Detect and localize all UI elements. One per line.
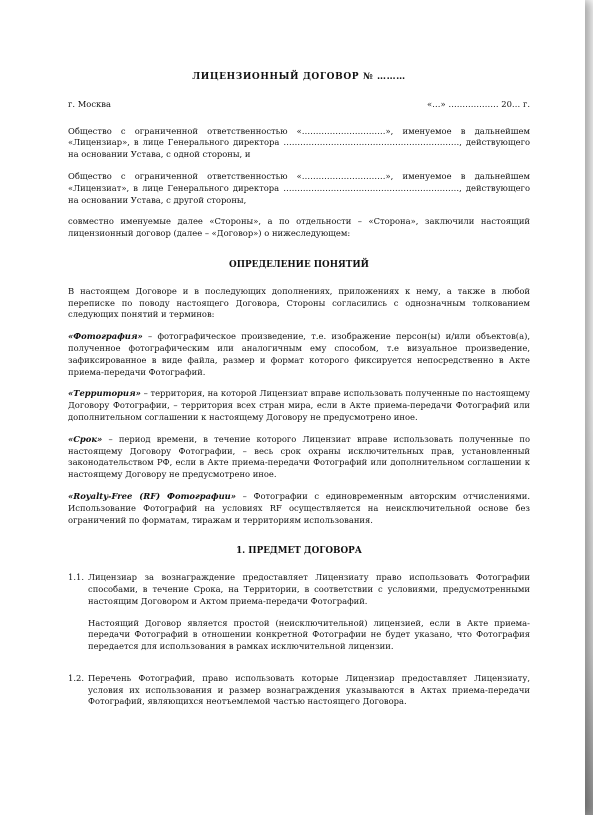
clause-number: 1.1. — [68, 572, 84, 583]
term-name: «Территория» — [68, 388, 141, 399]
document-body — [68, 72, 530, 728]
place: г. Москва — [68, 98, 111, 109]
clause-body — [88, 572, 530, 663]
term-name: «Срок» — [68, 433, 103, 444]
term-name: «Фотография» — [68, 331, 143, 342]
section-1-heading: 1. ПРЕДМЕТ ДОГОВОРА — [236, 546, 362, 557]
clause-paragraph: Лицензиар за вознаграждение предоставляет Лицензиату право использовать Фотографии способами, в течение Срока, на Территории, в соответствии с условиями, предусмотренными настоящим Договором и Актом приема-передачи Фотографий. — [88, 572, 530, 606]
term-photo — [68, 331, 530, 378]
term-text: – Фотографии с единовременным авторским отчислениями. Использование Фотографий на условиях RF осуществляется на неисключительной основе без ограничений по форматам, тиражам и территориям использования. — [68, 490, 530, 525]
clause-paragraph: Перечень Фотографий, право использовать которые Лицензиар предоставляет Лицензиату, условия их использования и размер вознаграждения указываются в Актах приема-передачи Фотографий, являющихся неотъемлемой частью настоящего Договора. — [88, 672, 530, 707]
party-licensor: Общество с ограниченной ответственностью «…………………………», именуемое в дальнейшем «Лицензиар», в лице Генерального директора ………………………………………………………, действующего на основании Устава, с одной стороны, и — [68, 125, 530, 160]
term-text: – территория, на которой Лицензиат вправе использовать полученные по настоящему Договору Фотографии, – территория всех стран мира, если в Акте приема-передачи Фотографий или дополнительном соглашении к настоящему Договору не предусмотрено иное. — [68, 388, 530, 422]
clause-1-1 — [68, 572, 530, 663]
parties-joint: совместно именуемые далее «Стороны», а по отдельности – «Сторона», заключили настоящий лицензионный договор (далее – «Договор») о нижеследующем: — [68, 216, 530, 239]
party-licensee: Общество с ограниченной ответственностью «…………………………», именуемое в дальнейшем «Лицензиат», в лице Генерального директора ………………………………………………………, действующего на основании Устава, с другой стороны, — [68, 170, 530, 205]
definitions-intro: В настоящем Договоре и в последующих дополнениях, приложениях к нему, а также в любой переписке по поводу настоящего Договора, Стороны согласились с однозначным толкованием следующих понятий и терминов: — [68, 285, 530, 320]
clause-body — [88, 673, 530, 718]
clause-number: 1.2. — [68, 672, 84, 683]
term-period — [68, 434, 530, 481]
term-royalty-free — [68, 491, 530, 526]
term-text: – фотографическое произведение, т.е. изображение персон(ы) и/или объектов(а), полученное фотографическим или аналогичным ему способом, т.е визуальное произведение, зафиксированное в виде файла, размер и формат которого фиксируется непосредственно в Акте приема-передачи Фотографий. — [68, 331, 530, 377]
definitions-heading: ОПРЕДЕЛЕНИЕ ПОНЯТИЙ — [229, 259, 369, 270]
page-title: ЛИЦЕНЗИОННЫЙ ДОГОВОР № ……… — [192, 72, 406, 82]
clause-1-2 — [68, 673, 530, 718]
date: «…» ……………… 20… г. — [427, 98, 530, 109]
clause-paragraph: Настоящий Договор является простой (неисключительной) лицензией, если в Акте приема-передачи Фотографий в отношении конкретной Фотографии не будет указано, что Фотография передается для использования в рамках исключительной лицензии. — [88, 617, 530, 652]
term-territory — [68, 388, 530, 423]
term-text: – период времени, в течение которого Лицензиат вправе использовать полученные по настоящему Договору Фотографии, – весь срок охраны исключительных прав, установленный законодательством РФ, если в Акте приема-передачи Фотографий или дополнительном соглашении к настоящему Договору не предусмотрено иное. — [68, 433, 530, 480]
term-name: «Royalty-Free (RF) Фотографии» — [68, 490, 236, 501]
place-date-line — [68, 99, 530, 111]
